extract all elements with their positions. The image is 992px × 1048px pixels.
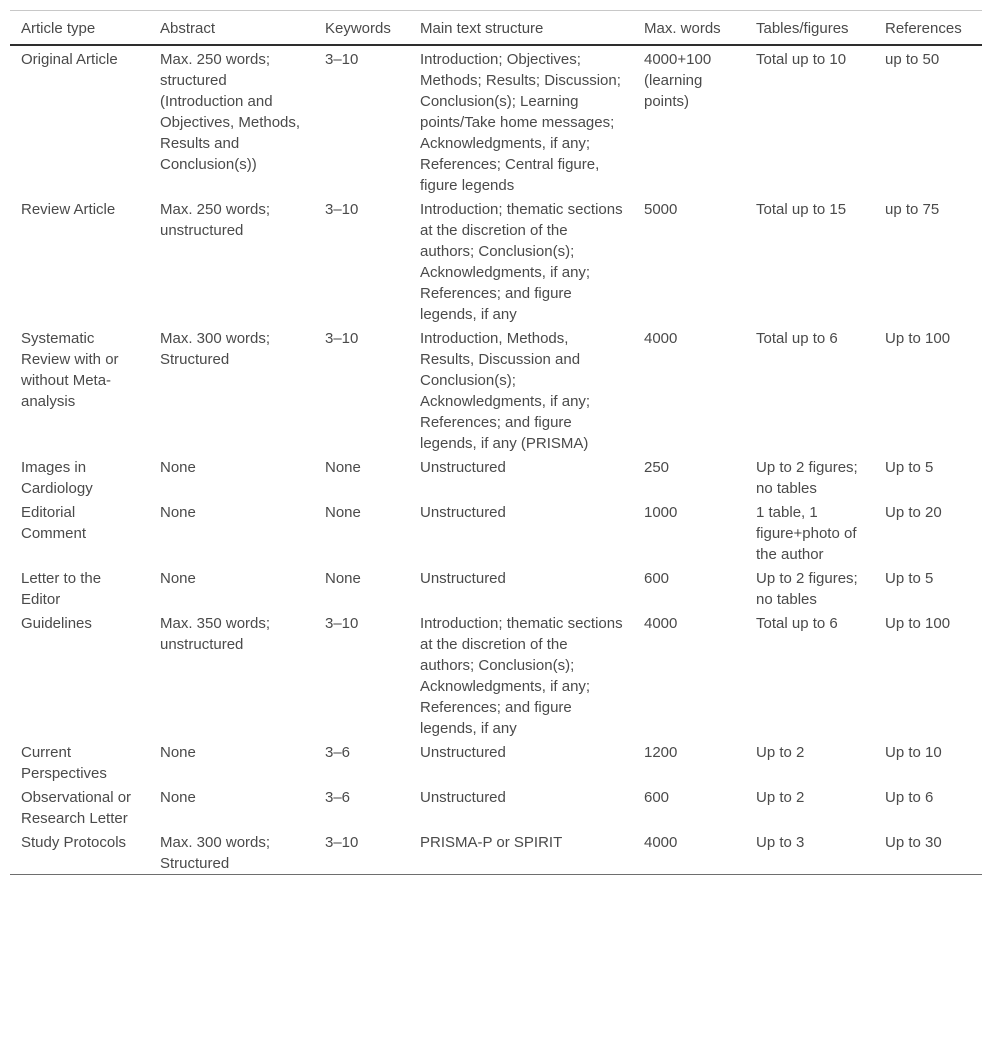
cell-max-words: 5000 [644,201,678,218]
cell-abstract: None [160,570,196,587]
cell-keywords: 3–10 [325,615,359,632]
cell-max-words: 4000+100 (learning points) [644,51,712,110]
cell-references: Up to 5 [885,570,934,587]
table-row [10,784,982,829]
header-main-text-structure: Main text structure [409,11,633,45]
cell-tables-figures: Total up to 6 [756,615,838,632]
cell-main-text-structure: Introduction; Objectives; Methods; Results; Discussion; Conclusion(s); Learning points/Take home messages; Acknowledgments, if any; References; Central figure, figure legends [420,51,621,194]
cell-article-type: Letter to the Editor [21,570,102,608]
cell-main-text-structure: Introduction; thematic sections at the discretion of the authors; Conclusion(s); Acknowledgments, if any; References; and figure legends, if any [420,615,623,737]
cell-max-words: 250 [644,459,670,476]
cell-abstract: Max. 300 words; Structured [160,834,271,872]
cell-max-words: 600 [644,789,670,806]
cell-article-type: Guidelines [21,615,92,632]
cell-abstract: None [160,744,196,761]
cell-abstract: None [160,789,196,806]
cell-tables-figures: 1 table, 1 figure+photo of the author [756,504,857,563]
cell-keywords: 3–6 [325,789,351,806]
cell-references: Up to 5 [885,459,934,476]
header-article-type: Article type [10,11,149,45]
cell-main-text-structure: Introduction, Methods, Results, Discussion and Conclusion(s); Acknowledgments, if any; References; and figure legends, if any (PRISMA) [420,330,591,452]
cell-abstract: Max. 250 words; unstructured [160,201,271,239]
cell-main-text-structure: Unstructured [420,744,506,761]
header-tables-figures: Tables/figures [745,11,874,45]
cell-article-type: Original Article [21,51,118,68]
cell-main-text-structure: Unstructured [420,459,506,476]
cell-references: Up to 100 [885,330,951,347]
article-types-table [10,11,982,874]
cell-keywords: None [325,504,361,521]
cell-keywords: 3–10 [325,51,359,68]
cell-max-words: 1000 [644,504,678,521]
cell-article-type: Review Article [21,201,116,218]
header-abstract: Abstract [149,11,314,45]
cell-tables-figures: Total up to 10 [756,51,847,68]
table-row [10,45,982,196]
cell-article-type: Images in Cardiology [21,459,93,497]
cell-tables-figures: Up to 2 figures; no tables [756,570,858,608]
cell-article-type: Observational or Research Letter [21,789,132,827]
cell-main-text-structure: Introduction; thematic sections at the discretion of the authors; Conclusion(s); Acknowledgments, if any; References; and figure legends, if any [420,201,623,323]
cell-article-type: Study Protocols [21,834,127,851]
header-keywords: Keywords [314,11,409,45]
table-row [10,829,982,874]
cell-tables-figures: Up to 2 [756,744,805,761]
cell-abstract: None [160,459,196,476]
cell-references: Up to 30 [885,834,942,851]
cell-main-text-structure: PRISMA-P or SPIRIT [420,834,563,851]
cell-references: Up to 20 [885,504,942,521]
cell-max-words: 4000 [644,330,678,347]
cell-max-words: 4000 [644,834,678,851]
cell-article-type: Current Perspectives [21,744,107,782]
cell-keywords: None [325,570,361,587]
cell-tables-figures: Up to 3 [756,834,805,851]
cell-main-text-structure: Unstructured [420,789,506,806]
cell-keywords: 3–10 [325,834,359,851]
cell-main-text-structure: Unstructured [420,570,506,587]
cell-abstract: Max. 350 words; unstructured [160,615,271,653]
table-row [10,739,982,784]
cell-max-words: 4000 [644,615,678,632]
table-row [10,325,982,454]
cell-keywords: 3–10 [325,330,359,347]
cell-references: Up to 6 [885,789,934,806]
cell-keywords: None [325,459,361,476]
cell-keywords: 3–6 [325,744,351,761]
table-row [10,454,982,499]
cell-tables-figures: Total up to 6 [756,330,838,347]
cell-article-type: Editorial Comment [21,504,87,542]
table-row [10,565,982,610]
cell-max-words: 600 [644,570,670,587]
cell-references: Up to 100 [885,615,951,632]
cell-max-words: 1200 [644,744,678,761]
table-header-row [10,11,982,45]
table-row [10,610,982,739]
cell-tables-figures: Up to 2 figures; no tables [756,459,858,497]
header-max-words: Max. words [633,11,745,45]
cell-references: up to 75 [885,201,940,218]
cell-references: Up to 10 [885,744,942,761]
cell-references: up to 50 [885,51,940,68]
article-types-table-wrapper [10,10,982,875]
header-references: References [874,11,982,45]
cell-abstract: Max. 250 words; structured (Introduction and Objectives, Methods, Results and Conclusion(s)) [160,51,301,173]
cell-abstract: Max. 300 words; Structured [160,330,271,368]
cell-abstract: None [160,504,196,521]
cell-tables-figures: Total up to 15 [756,201,847,218]
cell-main-text-structure: Unstructured [420,504,506,521]
table-row [10,196,982,325]
cell-article-type: Systematic Review with or without Meta-analysis [21,330,119,410]
table-row [10,499,982,565]
cell-tables-figures: Up to 2 [756,789,805,806]
cell-keywords: 3–10 [325,201,359,218]
